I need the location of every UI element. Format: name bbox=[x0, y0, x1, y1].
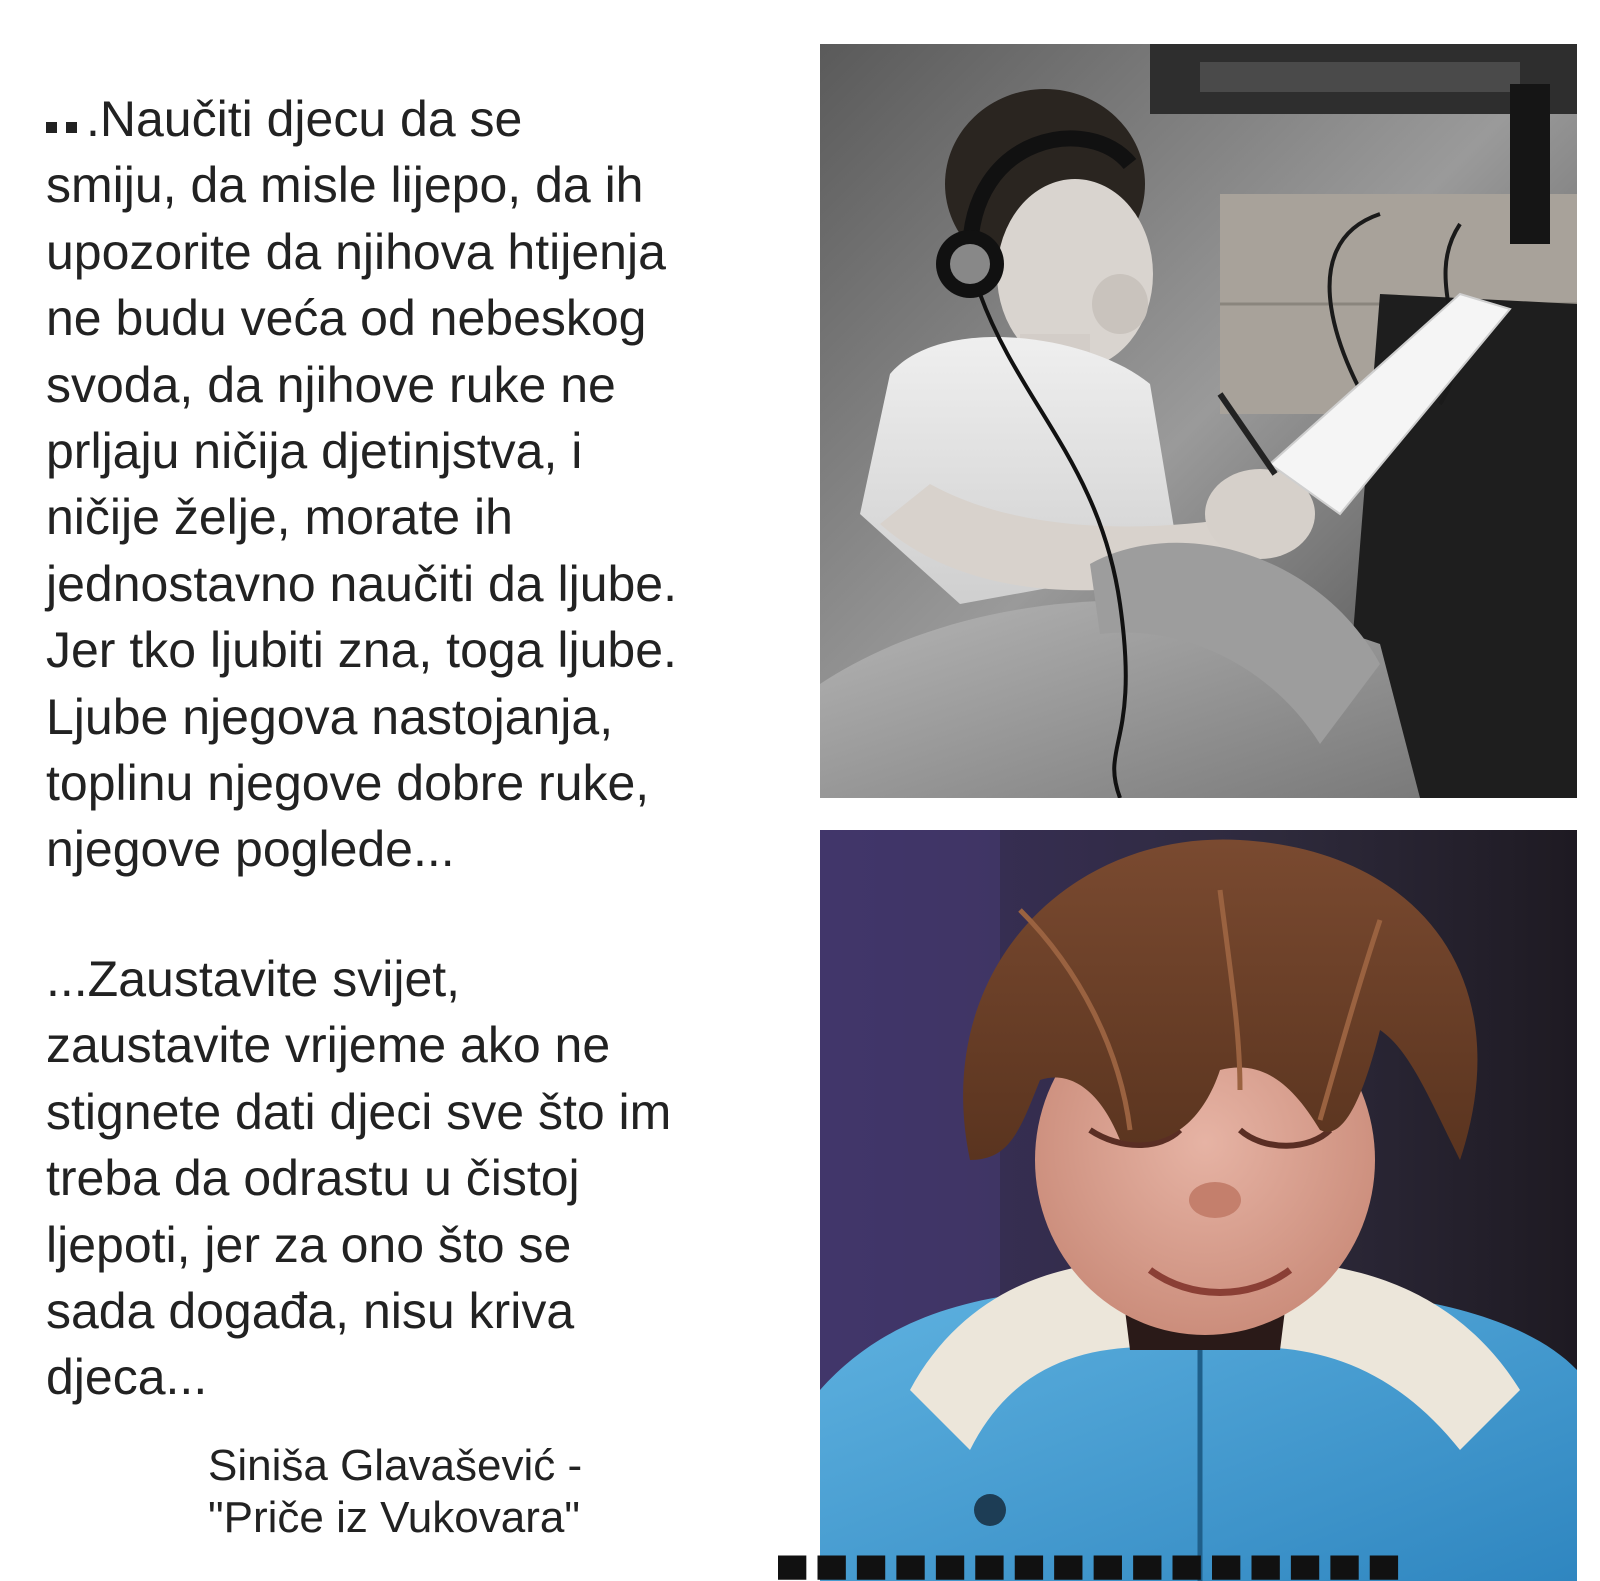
caption-cut-off: ▀ ▀ ▀ ▀ ▀ ▀ ▀ ▀ ▀ ▀ ▀ ▀ ▀ ▀ ▀ ▀ bbox=[778, 1557, 1399, 1581]
quote-text-one: .Naučiti djecu da se smiju, da misle lijepo, da ih upozorite da njihova htijenja ne budu veća od nebeskog svoda, da njihove ruke ne prljaju ničija djetinjstva, i ničije želje, morate ih jednostavno naučiti da ljube. Jer tko ljubiti zna, toga ljube. Ljube njegova nastojanja, toplinu njegove dobre ruke, njegove poglede... bbox=[46, 91, 678, 878]
bullet-square bbox=[46, 122, 57, 133]
bullet-square bbox=[66, 122, 77, 133]
quote-part-one bbox=[46, 86, 786, 883]
attribution: Siniša Glavašević - "Priče iz Vukovara" bbox=[208, 1441, 583, 1542]
photo-crying-child bbox=[820, 830, 1577, 1581]
quote-part-two: ...Zaustavite svijet, zaustavite vrijeme ako ne stignete dati djeci sve što im treba da odrastu u čistoj ljepoti, jer za ono što se sada događa, nisu kriva djeca... bbox=[46, 951, 672, 1406]
photo-man-headphones bbox=[820, 44, 1577, 798]
